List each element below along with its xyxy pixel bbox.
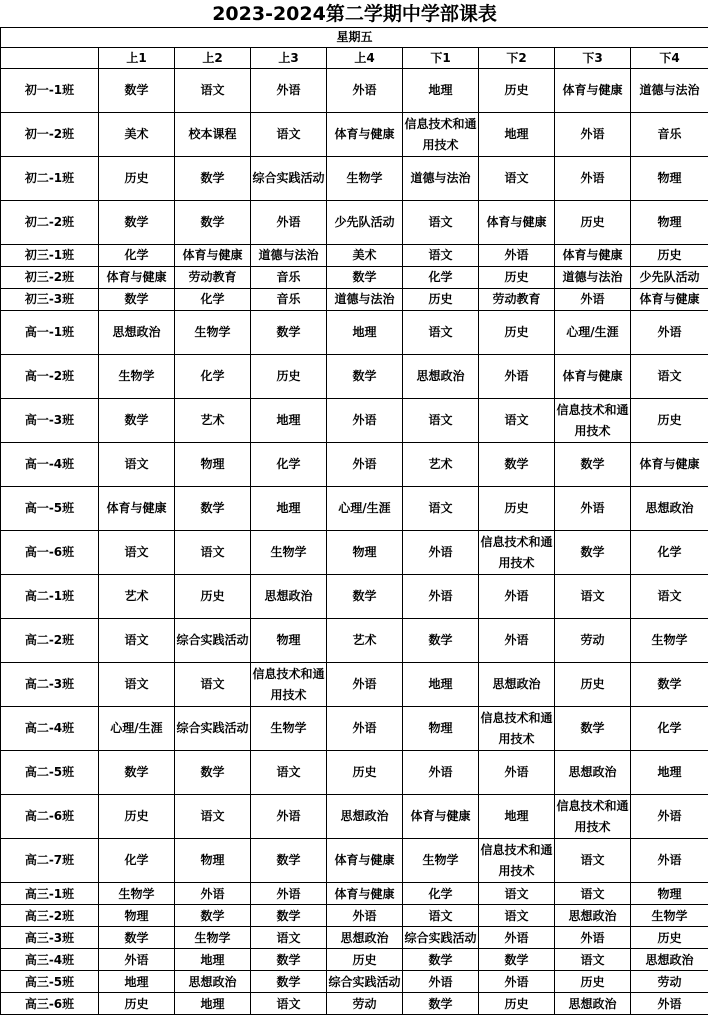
- subject-cell: 体育与健康: [403, 795, 479, 839]
- subject-cell: 历史: [403, 289, 479, 311]
- subject-cell: 语文: [175, 531, 251, 575]
- subject-cell: 地理: [251, 399, 327, 443]
- subject-cell: 劳动: [555, 619, 631, 663]
- subject-cell: 劳动教育: [175, 267, 251, 289]
- subject-cell: 物理: [175, 443, 251, 487]
- subject-cell: 思想政治: [327, 795, 403, 839]
- subject-cell: 地理: [251, 487, 327, 531]
- table-row: [1, 443, 708, 487]
- table-row: [1, 663, 708, 707]
- subject-cell: 信息技术和通用技术: [555, 795, 631, 839]
- subject-cell: 数学: [555, 531, 631, 575]
- subject-cell: 语文: [403, 311, 479, 355]
- subject-cell: 信息技术和通用技术: [479, 707, 555, 751]
- table-row: [1, 619, 708, 663]
- subject-cell: 地理: [175, 993, 251, 1015]
- table-row: [1, 531, 708, 575]
- subject-cell: 数学: [99, 751, 175, 795]
- table-row: [1, 157, 708, 201]
- subject-cell: 心理/生涯: [555, 311, 631, 355]
- subject-cell: 体育与健康: [175, 245, 251, 267]
- subject-cell: 数学: [99, 289, 175, 311]
- subject-cell: 体育与健康: [631, 289, 708, 311]
- class-name-cell: 高二-1班: [1, 575, 99, 619]
- class-name-cell: 高二-6班: [1, 795, 99, 839]
- table-row: [1, 267, 708, 289]
- subject-cell: 艺术: [99, 575, 175, 619]
- subject-cell: 语文: [175, 663, 251, 707]
- subject-cell: 语文: [251, 751, 327, 795]
- period-header: 上2: [175, 48, 251, 69]
- subject-cell: 生物学: [631, 619, 708, 663]
- period-header: 下4: [631, 48, 708, 69]
- table-row: [1, 69, 708, 113]
- class-name-cell: 初三-3班: [1, 289, 99, 311]
- subject-cell: 外语: [251, 795, 327, 839]
- subject-cell: 语文: [555, 575, 631, 619]
- subject-cell: 体育与健康: [327, 883, 403, 905]
- subject-cell: 语文: [479, 399, 555, 443]
- period-header: 上3: [251, 48, 327, 69]
- subject-cell: 美术: [327, 245, 403, 267]
- subject-cell: 外语: [555, 487, 631, 531]
- subject-cell: 化学: [631, 531, 708, 575]
- table-row: [1, 355, 708, 399]
- subject-cell: 生物学: [403, 839, 479, 883]
- subject-cell: 语文: [403, 201, 479, 245]
- subject-cell: 语文: [251, 993, 327, 1015]
- subject-cell: 历史: [555, 663, 631, 707]
- subject-cell: 化学: [251, 443, 327, 487]
- table-row: [1, 883, 708, 905]
- subject-cell: 思想政治: [631, 487, 708, 531]
- subject-cell: 数学: [327, 355, 403, 399]
- subject-cell: 外语: [479, 245, 555, 267]
- subject-cell: 体育与健康: [631, 443, 708, 487]
- table-row: [1, 993, 708, 1015]
- subject-cell: 化学: [403, 267, 479, 289]
- class-name-cell: 高三-5班: [1, 971, 99, 993]
- subject-cell: 外语: [99, 949, 175, 971]
- subject-cell: 外语: [631, 795, 708, 839]
- table-row: [1, 971, 708, 993]
- subject-cell: 数学: [555, 443, 631, 487]
- subject-cell: 语文: [403, 905, 479, 927]
- subject-cell: 地理: [403, 69, 479, 113]
- subject-cell: 外语: [555, 289, 631, 311]
- subject-cell: 历史: [251, 355, 327, 399]
- subject-cell: 艺术: [327, 619, 403, 663]
- table-row: [1, 289, 708, 311]
- subject-cell: 数学: [99, 69, 175, 113]
- subject-cell: 道德与法治: [555, 267, 631, 289]
- subject-cell: 外语: [631, 839, 708, 883]
- subject-cell: 数学: [251, 311, 327, 355]
- subject-cell: 历史: [479, 311, 555, 355]
- subject-cell: 历史: [479, 487, 555, 531]
- period-header: 下3: [555, 48, 631, 69]
- class-name-cell: 初一-2班: [1, 113, 99, 157]
- subject-cell: 音乐: [631, 113, 708, 157]
- subject-cell: 劳动教育: [479, 289, 555, 311]
- subject-cell: 历史: [99, 795, 175, 839]
- subject-cell: 音乐: [251, 267, 327, 289]
- subject-cell: 历史: [479, 69, 555, 113]
- subject-cell: 物理: [251, 619, 327, 663]
- subject-cell: 体育与健康: [555, 69, 631, 113]
- subject-cell: 外语: [555, 157, 631, 201]
- subject-cell: 外语: [555, 927, 631, 949]
- table-row: [1, 795, 708, 839]
- subject-cell: 历史: [631, 245, 708, 267]
- subject-cell: 物理: [631, 157, 708, 201]
- subject-cell: 数学: [99, 201, 175, 245]
- subject-cell: 道德与法治: [251, 245, 327, 267]
- subject-cell: 语文: [479, 883, 555, 905]
- subject-cell: 历史: [327, 751, 403, 795]
- subject-cell: 语文: [479, 905, 555, 927]
- subject-cell: 物理: [631, 201, 708, 245]
- period-header: 下2: [479, 48, 555, 69]
- subject-cell: 历史: [479, 993, 555, 1015]
- subject-cell: 化学: [99, 245, 175, 267]
- subject-cell: 体育与健康: [99, 487, 175, 531]
- subject-cell: 语文: [99, 531, 175, 575]
- table-row: [1, 751, 708, 795]
- subject-cell: 语文: [175, 69, 251, 113]
- subject-cell: 信息技术和通用技术: [555, 399, 631, 443]
- table-row: [1, 201, 708, 245]
- subject-cell: 语文: [555, 949, 631, 971]
- class-name-cell: 初二-1班: [1, 157, 99, 201]
- period-header: 下1: [403, 48, 479, 69]
- subject-cell: 体育与健康: [99, 267, 175, 289]
- subject-cell: 物理: [327, 531, 403, 575]
- subject-cell: 外语: [403, 531, 479, 575]
- subject-cell: 道德与法治: [403, 157, 479, 201]
- subject-cell: 生物学: [251, 707, 327, 751]
- subject-cell: 数学: [175, 751, 251, 795]
- subject-cell: 历史: [99, 993, 175, 1015]
- class-name-cell: 高一-1班: [1, 311, 99, 355]
- subject-cell: 地理: [403, 663, 479, 707]
- subject-cell: 外语: [631, 311, 708, 355]
- subject-cell: 生物学: [99, 883, 175, 905]
- subject-cell: 外语: [251, 201, 327, 245]
- subject-cell: 物理: [403, 707, 479, 751]
- subject-cell: 艺术: [175, 399, 251, 443]
- day-header: 星期五: [1, 28, 708, 48]
- subject-cell: 外语: [251, 883, 327, 905]
- subject-cell: 语文: [99, 443, 175, 487]
- subject-cell: 思想政治: [251, 575, 327, 619]
- subject-cell: 历史: [479, 267, 555, 289]
- subject-cell: 体育与健康: [479, 201, 555, 245]
- subject-cell: 外语: [327, 443, 403, 487]
- subject-cell: 劳动: [631, 971, 708, 993]
- subject-cell: 语文: [99, 619, 175, 663]
- subject-cell: 综合实践活动: [403, 927, 479, 949]
- subject-cell: 数学: [251, 905, 327, 927]
- subject-cell: 综合实践活动: [327, 971, 403, 993]
- subject-cell: 数学: [403, 619, 479, 663]
- subject-cell: 数学: [175, 905, 251, 927]
- subject-cell: 地理: [479, 113, 555, 157]
- subject-cell: 信息技术和通用技术: [403, 113, 479, 157]
- subject-cell: 思想政治: [631, 949, 708, 971]
- subject-cell: 外语: [479, 355, 555, 399]
- subject-cell: 艺术: [403, 443, 479, 487]
- table-row: [1, 905, 708, 927]
- subject-cell: 外语: [327, 663, 403, 707]
- page-title: 2023-2024第二学期中学部课表: [1, 1, 708, 28]
- subject-cell: 历史: [555, 201, 631, 245]
- subject-cell: 思想政治: [175, 971, 251, 993]
- subject-cell: 数学: [403, 993, 479, 1015]
- class-name-cell: 初三-1班: [1, 245, 99, 267]
- timetable: [0, 1, 708, 1015]
- subject-cell: 物理: [99, 905, 175, 927]
- subject-cell: 生物学: [175, 927, 251, 949]
- subject-cell: 综合实践活动: [175, 707, 251, 751]
- subject-cell: 劳动: [327, 993, 403, 1015]
- class-name-cell: 高一-5班: [1, 487, 99, 531]
- table-row: [1, 399, 708, 443]
- subject-cell: 道德与法治: [327, 289, 403, 311]
- subject-cell: 数学: [327, 267, 403, 289]
- subject-cell: 外语: [327, 905, 403, 927]
- subject-cell: 地理: [175, 949, 251, 971]
- subject-cell: 数学: [175, 201, 251, 245]
- subject-cell: 思想政治: [99, 311, 175, 355]
- table-row: [1, 949, 708, 971]
- subject-cell: 思想政治: [555, 993, 631, 1015]
- subject-cell: 语文: [251, 113, 327, 157]
- table-row: [1, 575, 708, 619]
- subject-cell: 化学: [175, 355, 251, 399]
- subject-cell: 数学: [175, 487, 251, 531]
- period-header: 上1: [99, 48, 175, 69]
- table-row: [1, 927, 708, 949]
- subject-cell: 生物学: [327, 157, 403, 201]
- subject-cell: 少先队活动: [327, 201, 403, 245]
- class-name-cell: 高一-3班: [1, 399, 99, 443]
- subject-cell: 外语: [479, 751, 555, 795]
- subject-cell: 历史: [631, 927, 708, 949]
- subject-cell: 外语: [327, 69, 403, 113]
- subject-cell: 体育与健康: [327, 839, 403, 883]
- subject-cell: 语文: [631, 575, 708, 619]
- subject-cell: 历史: [175, 575, 251, 619]
- subject-cell: 语文: [403, 487, 479, 531]
- subject-cell: 体育与健康: [555, 355, 631, 399]
- period-header: 上4: [327, 48, 403, 69]
- class-name-cell: 高三-3班: [1, 927, 99, 949]
- subject-cell: 外语: [251, 69, 327, 113]
- subject-cell: 思想政治: [403, 355, 479, 399]
- subject-cell: 语文: [555, 839, 631, 883]
- subject-cell: 数学: [251, 971, 327, 993]
- subject-cell: 思想政治: [327, 927, 403, 949]
- subject-cell: 化学: [631, 707, 708, 751]
- subject-cell: 语文: [175, 795, 251, 839]
- subject-cell: 化学: [99, 839, 175, 883]
- class-name-cell: 初三-2班: [1, 267, 99, 289]
- table-row: [1, 487, 708, 531]
- corner-cell: [1, 48, 99, 69]
- subject-cell: 美术: [99, 113, 175, 157]
- subject-cell: 外语: [403, 751, 479, 795]
- subject-cell: 历史: [327, 949, 403, 971]
- subject-cell: 语文: [631, 355, 708, 399]
- subject-cell: 语文: [403, 399, 479, 443]
- subject-cell: 外语: [479, 927, 555, 949]
- subject-cell: 道德与法治: [631, 69, 708, 113]
- subject-cell: 物理: [175, 839, 251, 883]
- subject-cell: 化学: [175, 289, 251, 311]
- subject-cell: 生物学: [175, 311, 251, 355]
- subject-cell: 地理: [327, 311, 403, 355]
- subject-cell: 综合实践活动: [175, 619, 251, 663]
- subject-cell: 数学: [99, 927, 175, 949]
- table-row: [1, 245, 708, 267]
- subject-cell: 数学: [631, 663, 708, 707]
- subject-cell: 生物学: [251, 531, 327, 575]
- subject-cell: 数学: [327, 575, 403, 619]
- class-name-cell: 高二-2班: [1, 619, 99, 663]
- class-name-cell: 高二-5班: [1, 751, 99, 795]
- subject-cell: 外语: [555, 113, 631, 157]
- subject-cell: 校本课程: [175, 113, 251, 157]
- subject-cell: 信息技术和通用技术: [479, 531, 555, 575]
- subject-cell: 生物学: [631, 905, 708, 927]
- subject-cell: 信息技术和通用技术: [251, 663, 327, 707]
- subject-cell: 历史: [631, 399, 708, 443]
- subject-cell: 外语: [175, 883, 251, 905]
- subject-cell: 数学: [479, 443, 555, 487]
- subject-cell: 外语: [327, 399, 403, 443]
- subject-cell: 语文: [99, 663, 175, 707]
- class-name-cell: 高一-6班: [1, 531, 99, 575]
- subject-cell: 数学: [99, 399, 175, 443]
- class-name-cell: 高二-4班: [1, 707, 99, 751]
- subject-cell: 外语: [479, 971, 555, 993]
- class-name-cell: 高二-3班: [1, 663, 99, 707]
- subject-cell: 思想政治: [479, 663, 555, 707]
- subject-cell: 语文: [555, 883, 631, 905]
- class-name-cell: 高一-2班: [1, 355, 99, 399]
- subject-cell: 少先队活动: [631, 267, 708, 289]
- subject-cell: 地理: [631, 751, 708, 795]
- class-name-cell: 高三-4班: [1, 949, 99, 971]
- class-name-cell: 高二-7班: [1, 839, 99, 883]
- subject-cell: 心理/生涯: [99, 707, 175, 751]
- class-name-cell: 高三-2班: [1, 905, 99, 927]
- subject-cell: 音乐: [251, 289, 327, 311]
- subject-cell: 化学: [403, 883, 479, 905]
- subject-cell: 外语: [403, 971, 479, 993]
- table-row: [1, 113, 708, 157]
- table-row: [1, 707, 708, 751]
- class-name-cell: 高三-1班: [1, 883, 99, 905]
- subject-cell: 数学: [555, 707, 631, 751]
- subject-cell: 综合实践活动: [251, 157, 327, 201]
- table-row: [1, 839, 708, 883]
- subject-cell: 数学: [251, 839, 327, 883]
- subject-cell: 语文: [403, 245, 479, 267]
- subject-cell: 生物学: [99, 355, 175, 399]
- subject-cell: 数学: [251, 949, 327, 971]
- subject-cell: 语文: [251, 927, 327, 949]
- subject-cell: 外语: [327, 707, 403, 751]
- subject-cell: 体育与健康: [327, 113, 403, 157]
- subject-cell: 思想政治: [555, 751, 631, 795]
- subject-cell: 心理/生涯: [327, 487, 403, 531]
- class-name-cell: 高三-6班: [1, 993, 99, 1015]
- class-name-cell: 初二-2班: [1, 201, 99, 245]
- subject-cell: 数学: [479, 949, 555, 971]
- subject-cell: 外语: [403, 575, 479, 619]
- class-name-cell: 初一-1班: [1, 69, 99, 113]
- subject-cell: 体育与健康: [555, 245, 631, 267]
- class-name-cell: 高一-4班: [1, 443, 99, 487]
- subject-cell: 地理: [99, 971, 175, 993]
- subject-cell: 数学: [403, 949, 479, 971]
- subject-cell: 外语: [479, 575, 555, 619]
- subject-cell: 地理: [479, 795, 555, 839]
- subject-cell: 数学: [175, 157, 251, 201]
- subject-cell: 语文: [479, 157, 555, 201]
- subject-cell: 历史: [99, 157, 175, 201]
- subject-cell: 历史: [555, 971, 631, 993]
- subject-cell: 外语: [631, 993, 708, 1015]
- subject-cell: 信息技术和通用技术: [479, 839, 555, 883]
- subject-cell: 外语: [479, 619, 555, 663]
- subject-cell: 思想政治: [555, 905, 631, 927]
- subject-cell: 物理: [631, 883, 708, 905]
- table-row: [1, 311, 708, 355]
